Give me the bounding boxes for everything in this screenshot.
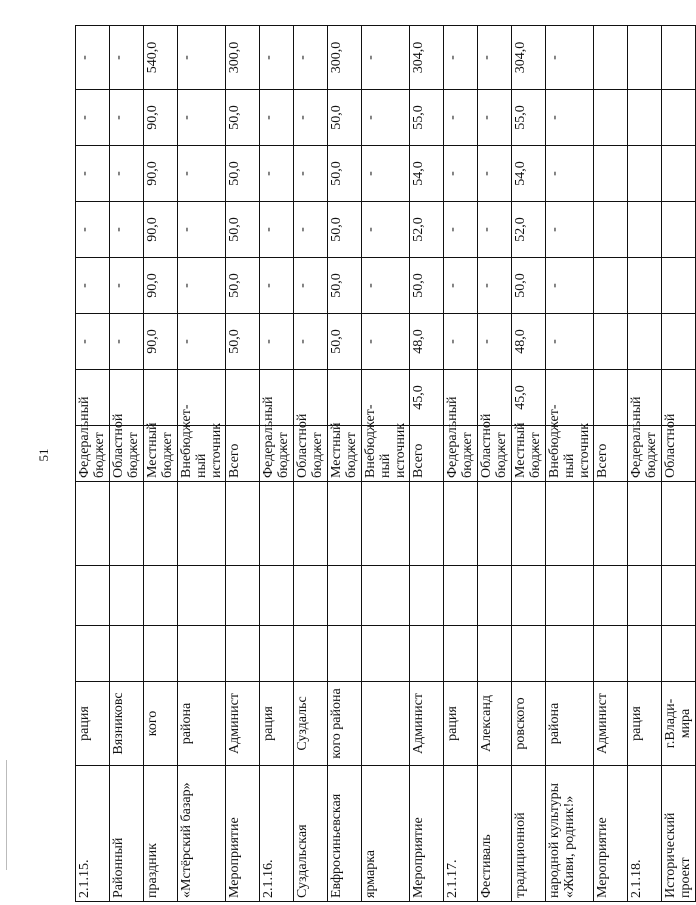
value-cell: - [110, 314, 144, 370]
blank-cell [546, 626, 594, 682]
blank-cell [226, 482, 260, 566]
blank-cell [478, 566, 512, 626]
value-cell [628, 26, 662, 90]
value-cell: - [478, 314, 512, 370]
value-cell: - [444, 202, 478, 258]
value-cell [328, 370, 362, 426]
table-row [144, 26, 178, 902]
value-cell: - [478, 146, 512, 202]
value-cell [628, 202, 662, 258]
blank-cell [546, 482, 594, 566]
value-cell: - [444, 26, 478, 90]
value-cell: 45,0 [410, 370, 444, 426]
blank-cell [328, 626, 362, 682]
value-cell: - [260, 90, 294, 146]
value-cell: - [76, 202, 110, 258]
funding-source-cell: Областной бюджет [478, 426, 512, 482]
value-cell [662, 146, 696, 202]
blank-cell [328, 482, 362, 566]
value-cell: 54,0 [410, 146, 444, 202]
value-cell: 50,0 [226, 90, 260, 146]
executor-cell: Админист [410, 682, 444, 766]
blank-cell [76, 626, 110, 682]
funding-source-cell: Местный бюджет [512, 426, 546, 482]
value-cell: 90,0 [144, 258, 178, 314]
value-cell: - [444, 314, 478, 370]
executor-cell: рация [260, 682, 294, 766]
executor-cell: кого района [328, 682, 362, 766]
value-cell: 45,0 [512, 370, 546, 426]
value-cell: 55,0 [410, 90, 444, 146]
blank-cell [226, 566, 260, 626]
value-cell [594, 202, 628, 258]
blank-cell [294, 482, 328, 566]
value-cell [594, 90, 628, 146]
table-row [478, 26, 512, 902]
value-cell: - [294, 258, 328, 314]
blank-cell [410, 482, 444, 566]
executor-cell: рация [444, 682, 478, 766]
blank-cell [328, 566, 362, 626]
event-name-cell: Евфросиньевская [328, 766, 362, 902]
blank-cell [628, 482, 662, 566]
value-cell: 50,0 [226, 202, 260, 258]
value-cell: 300,0 [226, 26, 260, 90]
event-name-cell: праздник [144, 766, 178, 902]
value-cell: - [260, 146, 294, 202]
event-name-cell: 2.1.15. [76, 766, 110, 902]
blank-cell [362, 626, 410, 682]
blank-cell [512, 566, 546, 626]
funding-source-cell: Областной бюджет [110, 426, 144, 482]
blank-cell [362, 482, 410, 566]
table-row [328, 26, 362, 902]
funding-source-cell: Областной бюджет [294, 426, 328, 482]
value-cell: - [260, 26, 294, 90]
value-cell: - [478, 90, 512, 146]
funding-source-cell: Внебюджет-ный источник [546, 426, 594, 482]
value-cell: - [260, 202, 294, 258]
value-cell: 52,0 [410, 202, 444, 258]
value-cell: 54,0 [512, 146, 546, 202]
value-cell: - [76, 26, 110, 90]
page-number: 51 [36, 448, 51, 462]
blank-cell [594, 626, 628, 682]
value-cell [628, 314, 662, 370]
table-row [178, 26, 226, 902]
blank-cell [76, 566, 110, 626]
value-cell: - [294, 314, 328, 370]
value-cell: - [546, 258, 594, 314]
value-cell: - [362, 314, 410, 370]
value-cell: - [546, 314, 594, 370]
value-cell: 52,0 [512, 202, 546, 258]
executor-cell: района [546, 682, 594, 766]
blank-cell [362, 566, 410, 626]
event-name-cell: 2.1.18. [628, 766, 662, 902]
executor-cell: г.Влади-мира [662, 682, 696, 766]
value-cell: 90,0 [144, 314, 178, 370]
value-cell [594, 258, 628, 314]
value-cell: 50,0 [328, 146, 362, 202]
value-cell: - [294, 202, 328, 258]
executor-cell: Вязниковс [110, 682, 144, 766]
table-row [226, 26, 260, 902]
blank-cell [110, 566, 144, 626]
blank-cell [110, 626, 144, 682]
event-name-cell: Мероприятие [226, 766, 260, 902]
value-cell: - [362, 146, 410, 202]
executor-cell: рация [628, 682, 662, 766]
blank-cell [178, 626, 226, 682]
event-name-cell: ярмарка [362, 766, 410, 902]
value-cell: 50,0 [328, 202, 362, 258]
blank-cell [76, 482, 110, 566]
value-cell: - [294, 146, 328, 202]
value-cell: - [546, 202, 594, 258]
blank-cell [546, 566, 594, 626]
value-cell: - [362, 26, 410, 90]
event-name-cell: Суздальская [294, 766, 328, 902]
blank-cell [628, 566, 662, 626]
value-cell [662, 26, 696, 90]
value-cell: - [444, 258, 478, 314]
value-cell: - [178, 314, 226, 370]
funding-source-cell: Федеральный бюджет [260, 426, 294, 482]
value-cell: - [478, 258, 512, 314]
table-row [294, 26, 328, 902]
blank-cell [260, 482, 294, 566]
value-cell: 48,0 [410, 314, 444, 370]
blank-cell [410, 566, 444, 626]
value-cell: - [546, 90, 594, 146]
funding-source-cell: Всего [410, 426, 444, 482]
value-cell: - [260, 314, 294, 370]
event-name-cell: Мероприятие [410, 766, 444, 902]
value-cell: 90,0 [144, 202, 178, 258]
value-cell: - [478, 26, 512, 90]
executor-cell: рация [76, 682, 110, 766]
table-row [546, 26, 594, 902]
blank-cell [226, 626, 260, 682]
value-cell: 540,0 [144, 26, 178, 90]
value-cell: 50,0 [226, 146, 260, 202]
executor-cell: Админист [594, 682, 628, 766]
value-cell: 48,0 [512, 314, 546, 370]
value-cell: - [110, 202, 144, 258]
value-cell: - [110, 258, 144, 314]
value-cell [662, 90, 696, 146]
value-cell: 50,0 [328, 314, 362, 370]
value-cell: - [444, 146, 478, 202]
scan-edge-mark [6, 760, 7, 870]
value-cell: - [362, 202, 410, 258]
blank-cell [110, 482, 144, 566]
value-cell: - [178, 146, 226, 202]
value-cell: - [110, 26, 144, 90]
value-cell: - [362, 90, 410, 146]
value-cell: - [76, 258, 110, 314]
event-name-cell: Фестиваль [478, 766, 512, 902]
table-row [110, 26, 144, 902]
blank-cell [444, 566, 478, 626]
value-cell: 304,0 [512, 26, 546, 90]
rotated-table-container [75, 26, 693, 902]
event-name-cell: традиционной [512, 766, 546, 902]
value-cell [628, 258, 662, 314]
blank-cell [144, 482, 178, 566]
value-cell: 50,0 [410, 258, 444, 314]
event-name-cell: Мероприятие [594, 766, 628, 902]
blank-cell [594, 482, 628, 566]
blank-cell [662, 482, 696, 566]
blank-cell [260, 626, 294, 682]
value-cell: 50,0 [512, 258, 546, 314]
event-name-cell: 2.1.17. [444, 766, 478, 902]
table-row [512, 26, 546, 902]
value-cell: 300,0 [328, 26, 362, 90]
blank-cell [512, 626, 546, 682]
value-cell: - [546, 146, 594, 202]
value-cell: 304,0 [410, 26, 444, 90]
blank-cell [178, 482, 226, 566]
value-cell [662, 314, 696, 370]
executor-cell [362, 682, 410, 766]
value-cell [594, 146, 628, 202]
blank-cell [594, 566, 628, 626]
blank-cell [444, 626, 478, 682]
blank-cell [478, 482, 512, 566]
value-cell: 90,0 [144, 90, 178, 146]
value-cell [144, 370, 178, 426]
executor-cell: района [178, 682, 226, 766]
value-cell: - [76, 314, 110, 370]
table-body [76, 26, 696, 902]
table-row [628, 26, 662, 902]
funding-source-cell: Федеральный бюджет [628, 426, 662, 482]
executor-cell: ровского [512, 682, 546, 766]
table-row [362, 26, 410, 902]
funding-source-cell: Всего [226, 426, 260, 482]
blank-cell [478, 626, 512, 682]
blank-cell [662, 626, 696, 682]
value-cell: 50,0 [226, 258, 260, 314]
blank-cell [144, 566, 178, 626]
table-row [410, 26, 444, 902]
event-name-cell: народной культуры «Живи, родник!» [546, 766, 594, 902]
table-row [260, 26, 294, 902]
value-cell: - [178, 202, 226, 258]
value-cell: - [294, 90, 328, 146]
value-cell: 50,0 [328, 258, 362, 314]
value-cell: - [178, 90, 226, 146]
funding-source-cell: Всего [594, 426, 628, 482]
value-cell: - [110, 90, 144, 146]
value-cell: - [478, 202, 512, 258]
funding-source-cell: Внебюджет-ный источник [362, 426, 410, 482]
funding-source-cell: Федеральный бюджет [76, 426, 110, 482]
blank-cell [178, 566, 226, 626]
value-cell: - [76, 146, 110, 202]
blank-cell [444, 482, 478, 566]
blank-cell [410, 626, 444, 682]
rotated-table-wrapper [75, 26, 693, 902]
blank-cell [294, 566, 328, 626]
value-cell: - [546, 26, 594, 90]
funding-source-cell: Внебюджет-ный источник [178, 426, 226, 482]
executor-cell: Админист [226, 682, 260, 766]
blank-cell [512, 482, 546, 566]
value-cell: - [362, 258, 410, 314]
value-cell: - [76, 90, 110, 146]
value-cell: 55,0 [512, 90, 546, 146]
value-cell [662, 202, 696, 258]
table-row [76, 26, 110, 902]
executor-cell: Суздальс [294, 682, 328, 766]
value-cell: 50,0 [328, 90, 362, 146]
value-cell [594, 370, 628, 426]
value-cell [594, 314, 628, 370]
value-cell: 90,0 [144, 146, 178, 202]
event-name-cell: «Мстёрский базар» [178, 766, 226, 902]
blank-cell [294, 626, 328, 682]
executor-cell: кого [144, 682, 178, 766]
value-cell: - [178, 26, 226, 90]
event-name-cell: Исторический проект [662, 766, 696, 902]
value-cell [662, 258, 696, 314]
value-cell: - [110, 146, 144, 202]
value-cell [628, 90, 662, 146]
funding-source-cell: Федеральный бюджет [444, 426, 478, 482]
funding-source-cell: Местный бюджет [144, 426, 178, 482]
value-cell [628, 146, 662, 202]
table-row [444, 26, 478, 902]
value-cell: - [294, 26, 328, 90]
funding-source-cell: Областной [662, 426, 696, 482]
value-cell: - [444, 90, 478, 146]
blank-cell [260, 566, 294, 626]
value-cell [594, 26, 628, 90]
value-cell [226, 370, 260, 426]
funding-source-cell: Местный бюджет [328, 426, 362, 482]
event-name-cell: 2.1.16. [260, 766, 294, 902]
budget-table [75, 25, 696, 902]
executor-cell: Александ [478, 682, 512, 766]
event-name-cell: Районный [110, 766, 144, 902]
table-row [662, 26, 696, 902]
blank-cell [628, 626, 662, 682]
value-cell: 50,0 [226, 314, 260, 370]
table-row [594, 26, 628, 902]
blank-cell [144, 626, 178, 682]
blank-cell [662, 566, 696, 626]
value-cell: - [260, 258, 294, 314]
value-cell: - [178, 258, 226, 314]
